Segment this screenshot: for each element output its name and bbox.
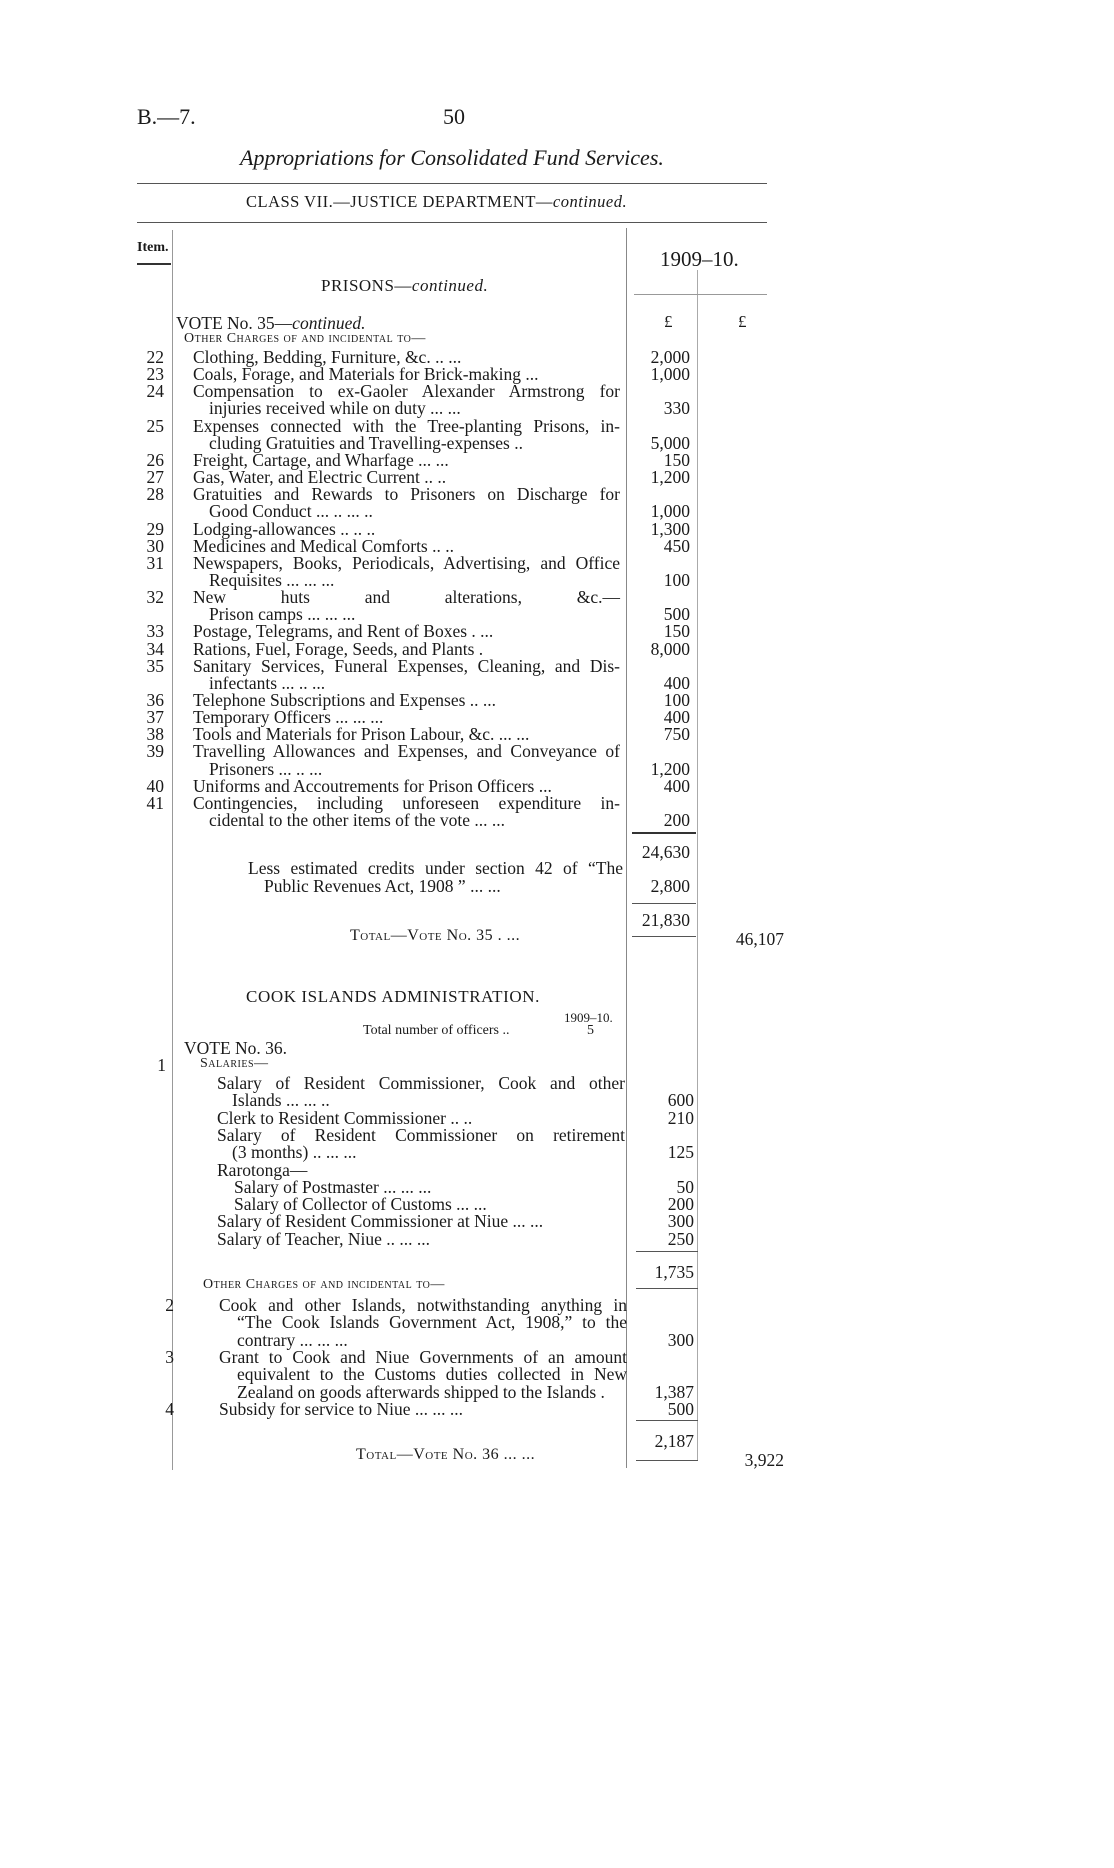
item-description-line: Expenses connected with the Tree-planting Prisons, in- [193,415,620,436]
item-description-line: Uniforms and Accoutrements for Prison Officers ... [193,775,552,796]
item-column-divider [172,230,173,1470]
prisons-net-underline [632,936,696,937]
item-number: 41 [146,792,164,813]
salaries-total-underline [636,1288,698,1289]
item-description-line: equivalent to the Customs duties collected in New [237,1364,627,1385]
item-description-line: Grant to Cook and Niue Governments of an amount [219,1346,627,1367]
item-number: 34 [146,638,164,659]
title-rule [137,183,767,184]
prisons-credits-amount: 2,800 [650,876,690,896]
item-description-line: Travelling Allowances and Expenses, and Conveyance of [193,741,620,762]
others-total: 2,187 [654,1431,694,1451]
cook-officers-count: 5 [587,1023,594,1038]
item-number: 23 [146,364,164,385]
item-number: 37 [146,707,164,728]
salary-amount: 200 [667,1194,694,1215]
salary-amount: 600 [667,1090,694,1111]
pound-symbol-col2: £ [738,312,747,331]
item-amount: 100 [663,569,690,590]
vote-36-total-amount: 3,922 [744,1450,784,1470]
item-number: 24 [146,381,164,402]
pound-symbol-col1: £ [664,312,673,331]
vote-35-label [176,313,366,333]
item-amount: 400 [663,672,690,693]
item-description-line: Good Conduct ... .. ... .. [209,501,373,522]
page-title: Appropriations for Consolidated Fund Services. [240,145,664,170]
item-amount: 150 [663,621,690,642]
item-amount: 400 [663,707,690,728]
year-header: 1909–10. [660,247,739,271]
salaries-item-number: 1 [157,1055,166,1075]
salary-line: Salary of Teacher, Niue .. ... ... [217,1228,431,1249]
item-number: 30 [146,535,164,556]
item-amount: 1,300 [650,518,690,539]
item-description-line: Coals, Forage, and Materials for Brick-making ... [193,364,539,385]
page-ref: B.—7. [137,104,196,129]
item-description-line: cidental to the other items of the vote ... ... [209,810,505,831]
prisons-heading [321,276,488,296]
item-column-header: Item. [137,240,169,255]
item-description-line: Postage, Telegrams, and Rent of Boxes . ... [193,621,494,642]
vote-35-total-amount: 46,107 [735,929,784,949]
item-number: 38 [146,724,164,745]
heading-rule [137,222,767,223]
item-amount: 330 [663,398,690,419]
salary-line: (3 months) .. ... ... [232,1142,357,1163]
item-description-line: Compensation to ex-Gaoler Alexander Armstrong for [193,381,620,402]
item-description-line: Rations, Fuel, Forage, Seeds, and Plants . [193,638,484,659]
item-description-line: Lodging-allowances .. .. .. [193,518,376,539]
item-description-line: Gratuities and Rewards to Prisoners on Discharge for [193,484,620,505]
prisons-credits-line-2: Public Revenues Act, 1908 ” ... ... [264,876,501,896]
salary-line: Clerk to Resident Commissioner .. .. [217,1107,473,1128]
salary-line: Salary of Resident Commissioner, Cook and other [217,1073,625,1093]
item-number: 35 [146,655,164,676]
cook-islands-heading: COOK ISLANDS ADMINISTRATION. [246,987,541,1006]
item-description-line: Requisites ... ... ... [209,569,335,590]
item-description-line: Telephone Subscriptions and Expenses .. ... [193,690,497,710]
others-total-underline [636,1460,698,1461]
salary-line: Rarotonga— [217,1159,308,1180]
item-amount: 1,000 [650,501,690,522]
item-description-line: Contingencies, including unforeseen expenditure in- [193,792,620,813]
item-number: 33 [146,621,164,642]
item-number: 29 [146,518,164,539]
cook-officers-label: Total number of officers .. [363,1023,510,1038]
item-amount: 500 [667,1398,694,1419]
item-description-line: Zealand on goods afterwards shipped to the Islands . [237,1381,605,1402]
salary-amount: 50 [676,1176,694,1197]
salaries-total: 1,735 [654,1262,694,1282]
item-amount: 150 [663,449,690,470]
prisons-heading-cont: continued. [411,276,489,295]
salaries-heading: Salaries— [200,1056,269,1071]
salary-amount: 300 [667,1211,694,1232]
item-number: 31 [146,552,164,573]
vote-35-cont: continued. [292,313,366,333]
class-heading-text: CLASS VII.—JUSTICE DEPARTMENT— [246,192,553,211]
vote-35-text: VOTE No. 35— [176,313,293,333]
item-header-rule [137,263,171,265]
item-description-line: Medicines and Medical Comforts .. .. [193,535,454,556]
item-amount: 8,000 [650,638,690,659]
item-amount: 750 [663,724,690,745]
item-number: 2 [165,1295,174,1315]
item-description-line: Clothing, Bedding, Furniture, &c. .. ... [193,347,462,367]
item-number: 22 [146,347,164,367]
prisons-net: 21,830 [641,910,690,930]
prisons-heading-text: PRISONS— [321,276,412,295]
item-description-line: “The Cook Islands Government Act, 1908,” to the [237,1312,627,1333]
prisons-net-rule [632,903,696,904]
item-number: 25 [146,415,164,436]
item-description-line: Tools and Materials for Prison Labour, &c. ... ... [193,724,530,745]
item-number: 36 [146,690,164,710]
vote-36-total-label: Total—Vote No. 36 ... ... [356,1446,536,1463]
year-header-rule [634,294,767,295]
item-amount: 2,000 [650,347,690,367]
item-amount: 450 [663,535,690,556]
item-number: 27 [146,467,164,488]
salaries-total-rule [636,1251,698,1252]
item-number: 39 [146,741,164,762]
cook-other-charges-heading: Other Charges of and incidental to— [203,1277,445,1292]
amount-column-divider-left [626,228,627,1468]
prisons-subtotal-rule [632,832,696,834]
item-description-line: Prisoners ... .. ... [209,758,323,779]
salary-line: Salary of Collector of Customs ... ... [234,1194,487,1215]
salary-line: Salary of Postmaster ... ... ... [234,1176,432,1197]
item-description-line: infectants ... .. ... [209,672,326,693]
salary-line: Salary of Resident Commissioner on retirement [217,1124,625,1145]
item-description-line: Prison camps ... ... ... [209,604,356,625]
item-amount: 100 [663,690,690,710]
item-amount: 300 [667,1329,694,1350]
item-number: 26 [146,449,164,470]
prisons-subtotal: 24,630 [641,842,690,862]
item-description-line: contrary ... ... ... [237,1329,348,1350]
class-heading-cont: continued. [552,192,628,211]
item-number: 32 [146,587,164,608]
item-description-line: Subsidy for service to Niue ... ... ... [219,1398,463,1419]
item-number: 40 [146,775,164,796]
salary-amount: 210 [667,1107,694,1128]
item-amount: 1,200 [650,758,690,779]
page-number: 50 [443,104,465,129]
prisons-credits-line-1: Less estimated credits under section 42 of “The [248,858,623,878]
item-description-line: Temporary Officers ... ... ... [193,707,384,728]
amount-column-divider-right [697,270,698,1460]
cook-officers-year: 1909–10. [564,1010,613,1025]
item-description-line: Sanitary Services, Funeral Expenses, Cleaning, and Dis- [193,655,620,676]
item-amount: 5,000 [650,432,690,453]
class-heading [246,192,627,212]
salary-line: Islands ... ... .. [232,1090,330,1111]
item-number: 4 [165,1398,174,1419]
salary-line: Salary of Resident Commissioner at Niue ... ... [217,1211,544,1232]
item-description-line: New huts and alterations, &c.— [193,587,620,608]
item-number: 28 [146,484,164,505]
item-number: 3 [165,1346,174,1367]
vote-35-total-label: Total—Vote No. 35 . ... [350,927,521,944]
item-description-line: Gas, Water, and Electric Current .. .. [193,467,447,488]
item-amount: 1,000 [650,364,690,385]
salary-amount: 125 [667,1142,694,1163]
item-description-line: cluding Gratuities and Travelling-expenses .. [209,432,523,453]
others-total-rule [636,1420,698,1421]
item-description-line: Freight, Cartage, and Wharfage ... ... [193,449,449,470]
prisons-other-charges-heading: Other Charges of and incidental to— [184,331,426,346]
vote-36-label: VOTE No. 36. [184,1038,288,1058]
item-description-line: Cook and other Islands, notwithstanding anything in [219,1295,627,1315]
item-description-line: Newspapers, Books, Periodicals, Advertising, and Office [193,552,620,573]
item-amount: 200 [663,810,690,831]
item-amount: 500 [663,604,690,625]
item-amount: 1,200 [650,467,690,488]
item-amount: 400 [663,775,690,796]
item-amount: 1,387 [654,1381,694,1402]
salary-amount: 250 [667,1228,694,1249]
item-description-line: injuries received while on duty ... ... [209,398,461,419]
